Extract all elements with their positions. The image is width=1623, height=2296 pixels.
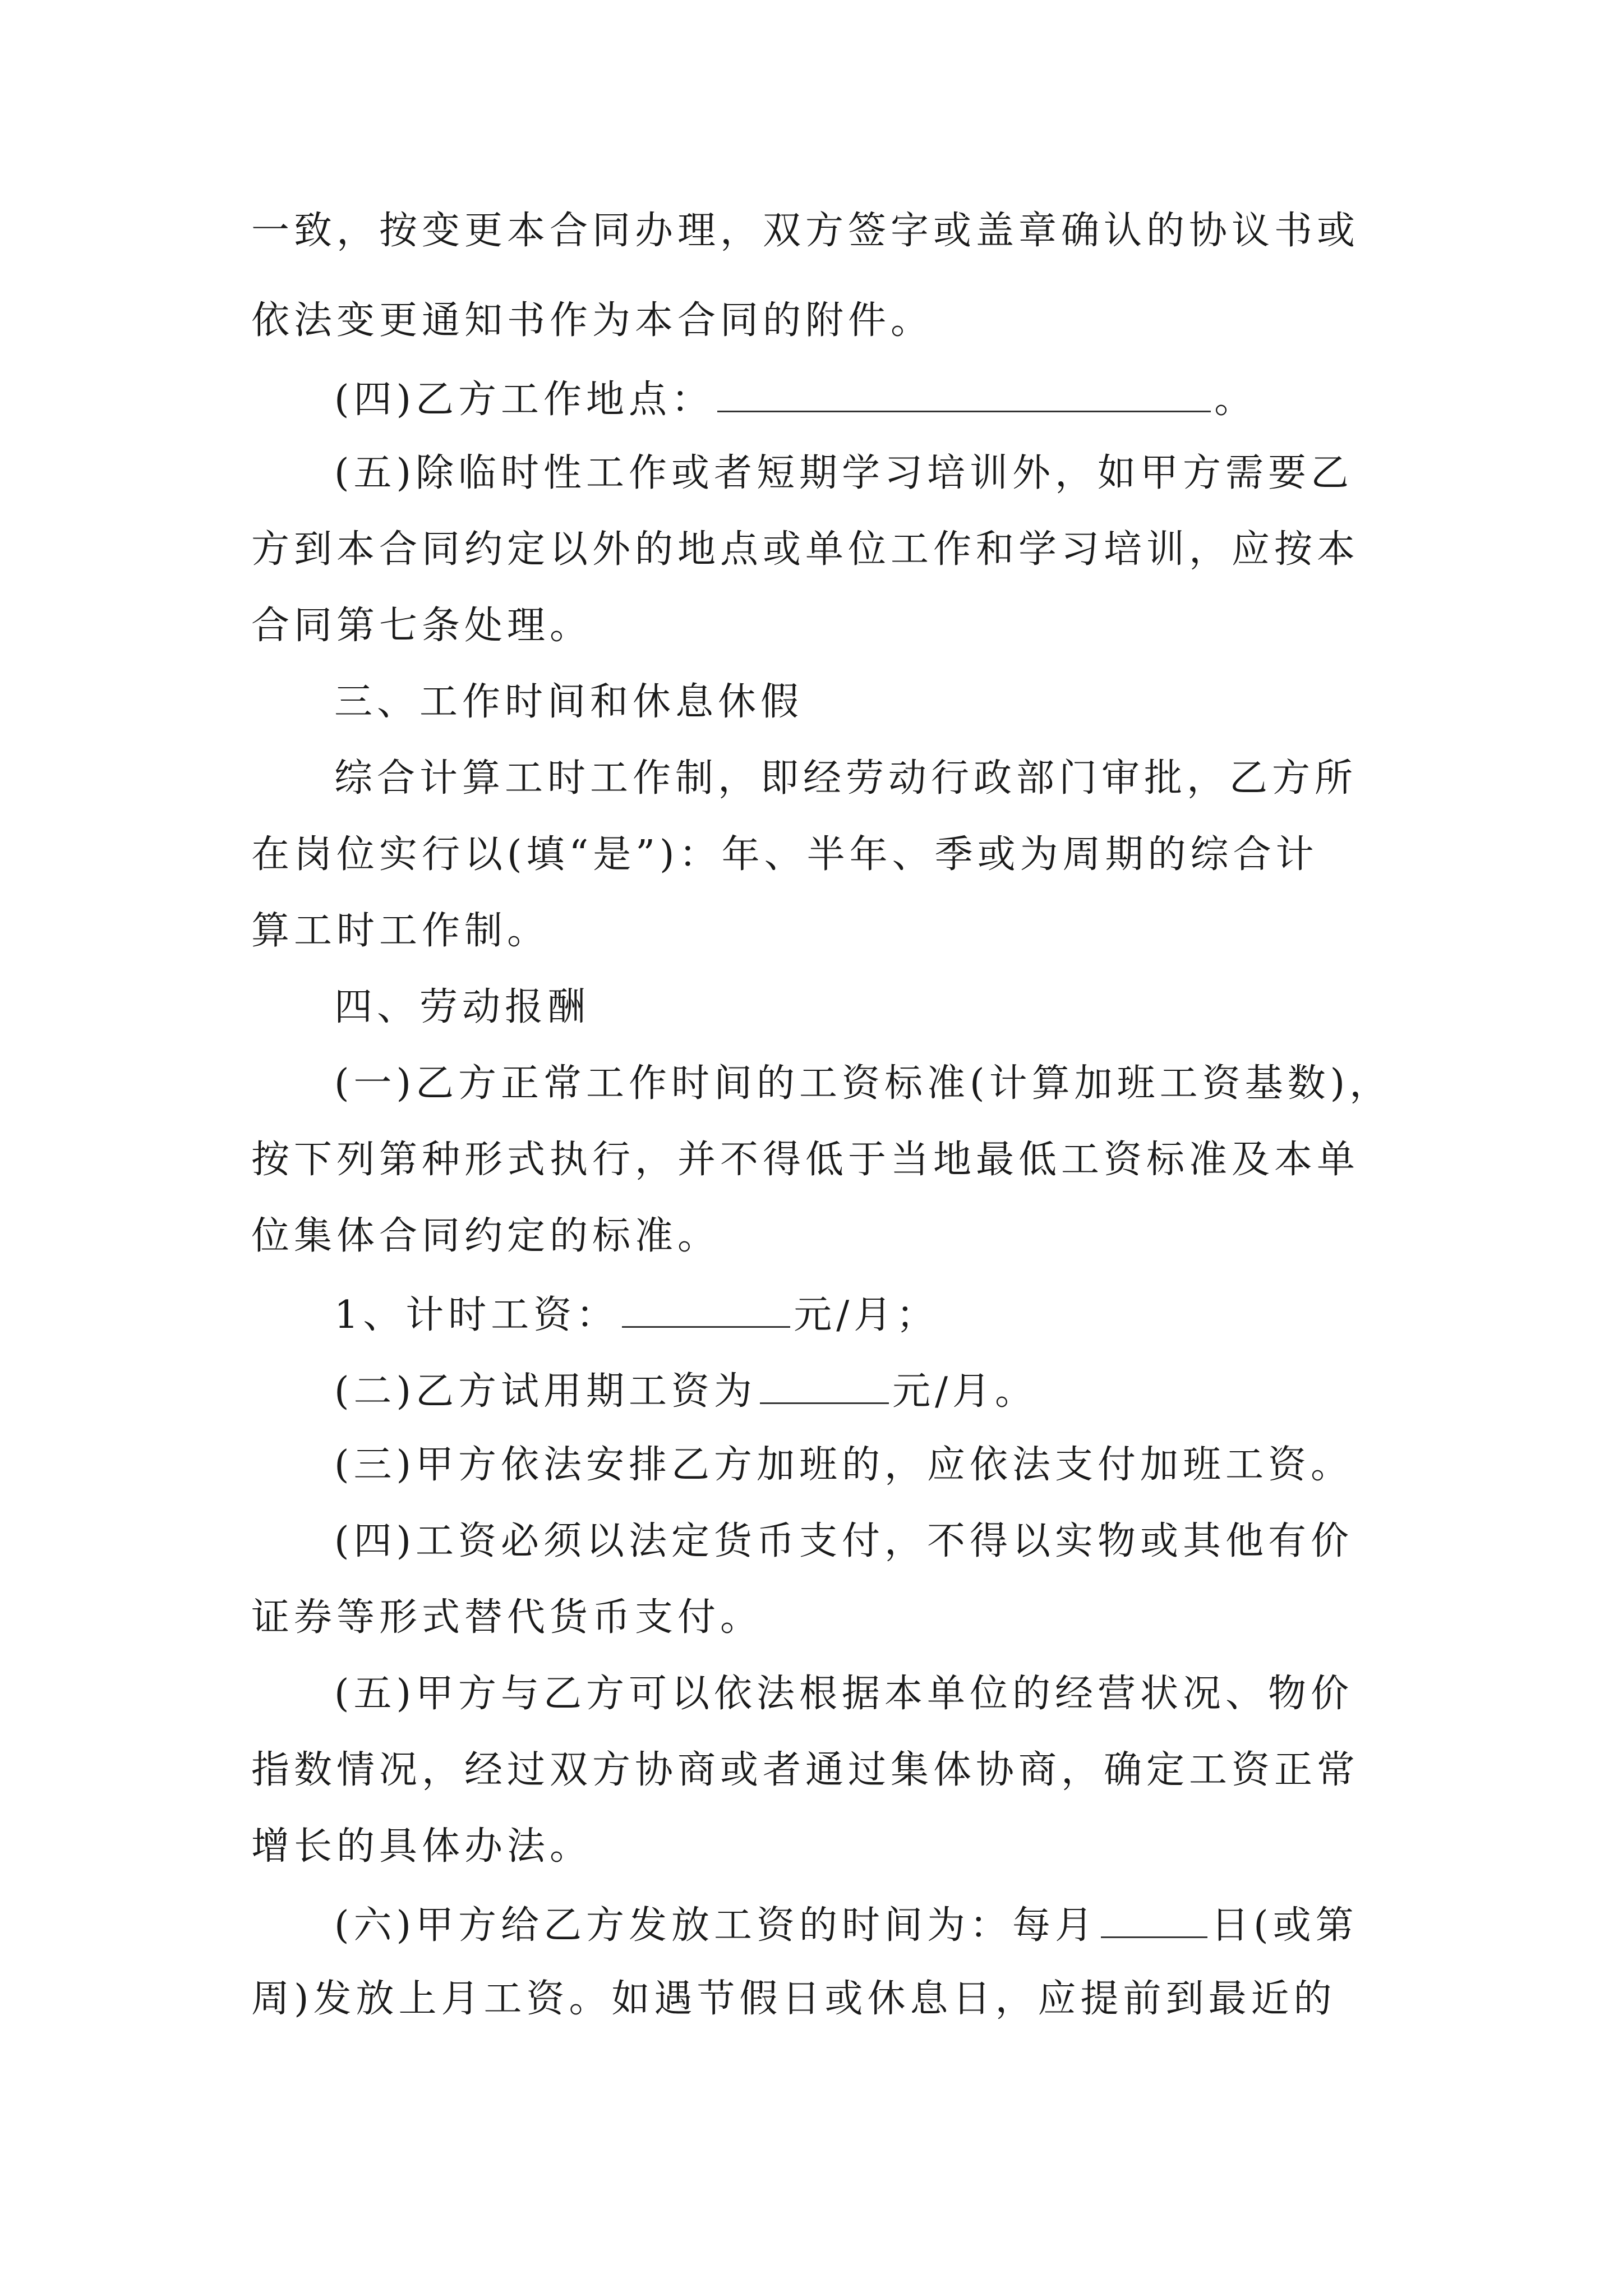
line-text: 方到本合同约定以外的地点或单位工作和学习培训，应按本 [251, 527, 1360, 572]
work-location-line [251, 378, 1257, 422]
paragraph-line [251, 1061, 1393, 1106]
paragraph-line [251, 1748, 1360, 1792]
line-suffix: 元/月。 [892, 1369, 1038, 1414]
section-heading [251, 680, 804, 724]
paragraph-line [251, 1595, 763, 1640]
line-text: 算工时工作制。 [251, 909, 550, 953]
paragraph-line [251, 1672, 1354, 1716]
heading-text: 三、工作时间和休息休假 [334, 680, 804, 724]
line-text: 增长的具体办法。 [251, 1824, 593, 1869]
paragraph-line [251, 909, 550, 953]
line-text: 综合计算工时工作制，即经劳动行政部门审批，乙方所 [334, 756, 1358, 800]
line-suffix: 。 [1214, 378, 1257, 422]
paragraph-line [251, 604, 593, 648]
hourly-wage-line [251, 1293, 939, 1337]
line-text: 证券等形式替代货币支付。 [251, 1595, 763, 1640]
line-text: 按下列第种形式执行，并不得低于当地最低工资标准及本单 [251, 1138, 1360, 1182]
probation-wage-blank[interactable] [760, 1370, 889, 1404]
line-text: (五)甲方与乙方可以依法根据本单位的经营状况、物价 [334, 1672, 1354, 1716]
line-text: 指数情况，经过双方协商或者通过集体协商，确定工资正常 [251, 1748, 1360, 1792]
paragraph-line [251, 1443, 1354, 1487]
line-text: (二)乙方试用期工资为 [334, 1369, 757, 1414]
paragraph-line [251, 527, 1360, 572]
section-heading [251, 985, 591, 1029]
work-location-blank[interactable] [717, 378, 1211, 412]
line-text: (一)乙方正常工作时间的工资标准(计算加班工资基数)， [334, 1061, 1393, 1106]
line-suffix: 日(或第 [1211, 1903, 1358, 1948]
line-text: (六)甲方给乙方发放工资的时间为：每月 [334, 1903, 1098, 1948]
line-text: (四)工资必须以法定货币支付，不得以实物或其他有价 [334, 1519, 1354, 1563]
line-text: 依法变更通知书作为本合同的附件。 [251, 298, 934, 343]
line-text: 一致，按变更本合同办理，双方签字或盖章确认的协议书或 [251, 209, 1360, 253]
line-text: (四)乙方工作地点： [334, 378, 714, 422]
pay-day-blank[interactable] [1101, 1904, 1207, 1938]
line-text: 周)发放上月工资。如遇节假日或休息日，应提前到最近的 [251, 1977, 1336, 2021]
line-text: 位集体合同约定的标准。 [251, 1214, 721, 1258]
paragraph-line [251, 756, 1358, 800]
line-suffix: 元/月； [794, 1293, 939, 1337]
paragraph-line [251, 1519, 1354, 1563]
line-text: 在岗位实行以(填“是”)：年、半年、季或为周期的综合计 [251, 832, 1318, 877]
paragraph-line [251, 1214, 721, 1258]
paragraph-line [251, 832, 1318, 877]
paragraph-line [251, 451, 1354, 495]
paragraph-line [251, 1138, 1360, 1182]
line-text: 1、计时工资： [334, 1293, 619, 1337]
line-text: 合同第七条处理。 [251, 604, 593, 648]
hourly-wage-blank[interactable] [622, 1294, 790, 1328]
heading-text: 四、劳动报酬 [334, 985, 591, 1029]
paragraph-line [251, 298, 934, 343]
paragraph-line [251, 1977, 1336, 2021]
paragraph-line [251, 1824, 593, 1869]
pay-date-line [251, 1903, 1358, 1948]
paragraph-line [251, 209, 1360, 253]
line-text: (五)除临时性工作或者短期学习培训外，如甲方需要乙 [334, 451, 1354, 495]
line-text: (三)甲方依法安排乙方加班的，应依法支付加班工资。 [334, 1443, 1354, 1487]
probation-wage-line [251, 1369, 1038, 1414]
